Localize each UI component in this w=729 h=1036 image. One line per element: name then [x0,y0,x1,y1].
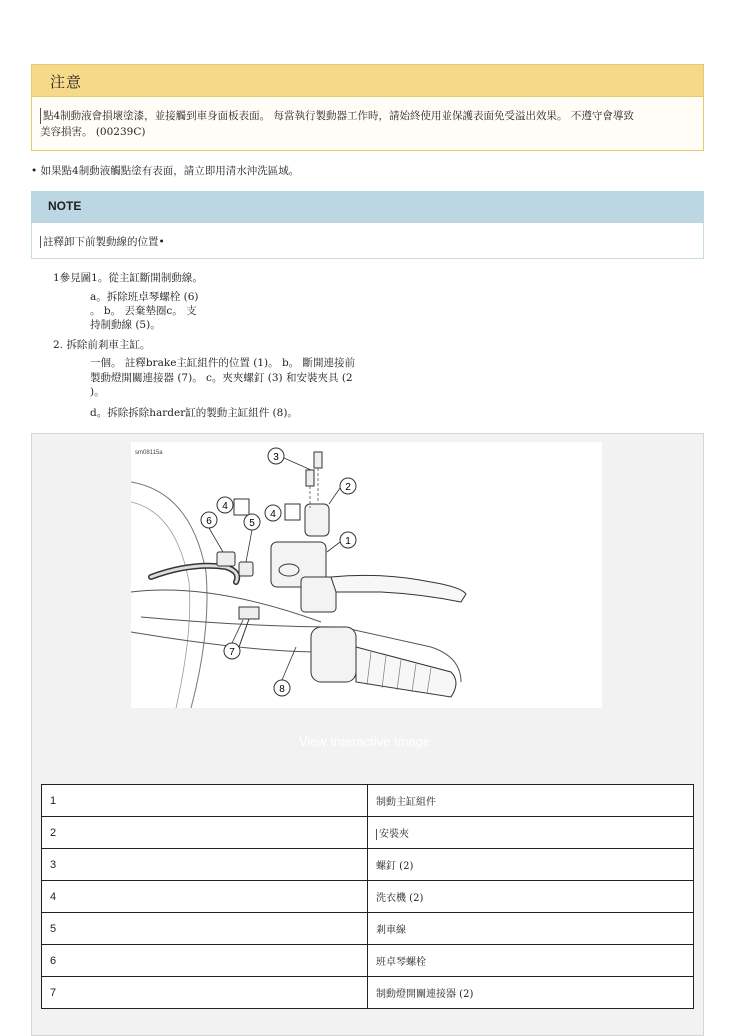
legend-desc: 洗衣機 (2) [368,881,694,913]
caution-title: 注意 [50,73,83,91]
figure-id-label: sm08115a [135,450,163,456]
callout-4a [217,497,233,513]
legend-num: 3 [42,849,368,881]
legend-desc: 螺釘 (2) [368,849,694,881]
callout-5 [244,514,260,530]
svg-text:3: 3 [273,452,279,463]
table-row [42,913,694,945]
svg-text:7: 7 [229,647,235,658]
note-body [31,223,704,259]
step-1a-line3: 持制動線 (5)。 [90,319,161,331]
table-row [42,849,694,881]
step-2d: d。拆除拆除harder缸的製動主缸組件 (8)。 [90,407,298,419]
table-row [42,945,694,977]
table-row [42,785,694,817]
legend-desc: 制動燈開關連接器 (2) [368,977,694,1009]
handlebar-diagram [131,442,602,708]
bullet-instruction: • 如果點4制動液觸點塗有表面，請立即用清水沖洗區域。 [31,165,300,177]
callout-1 [340,532,356,548]
svg-text:2: 2 [345,482,351,493]
svg-text:8: 8 [279,684,285,695]
step-1: 1參見圖1。從主缸斷開制動線。 [53,272,203,284]
step-1a-line2: 。 b。 丟棄墊圈c。 支 [90,305,197,317]
legend-desc: 制動主缸組件 [368,785,694,817]
table-row [42,817,694,849]
svg-text:1: 1 [345,536,351,547]
note-title: NOTE [48,199,82,213]
legend-desc [368,817,694,849]
legend-num: 6 [42,945,368,977]
legend-desc-text: 安裝夾 [376,829,409,840]
svg-text:4: 4 [270,509,276,520]
legend-num: 4 [42,881,368,913]
step-2a-line2: 製動燈開關連接器 (7)。 c。夾夾螺釘 (3) 和安裝夾具 (2 [90,372,353,384]
step-2a-line3: )。 [90,386,105,398]
table-row [42,881,694,913]
legend-num: 5 [42,913,368,945]
note-text: 註釋卸下前製動線的位置• [40,236,165,248]
legend-table [41,784,694,1009]
svg-text:4: 4 [222,501,228,512]
caution-text-line2: 美容損害。 (00239C) [40,126,146,138]
legend-num: 1 [42,785,368,817]
note-header [31,191,704,223]
callout-3 [268,448,284,464]
svg-text:5: 5 [249,518,255,529]
callout-7 [224,643,240,659]
step-1a-line1: a。拆除班卓琴螺栓 (6) [90,291,199,303]
legend-desc: 班卓琴螺栓 [368,945,694,977]
callout-6 [201,512,217,528]
step-2a-line1: 一個。 註釋brake主缸組件的位置 (1)。 b。 斷開連接前 [90,357,356,369]
legend-num: 2 [42,817,368,849]
callout-2 [340,478,356,494]
legend-num: 7 [42,977,368,1009]
caution-body [31,97,704,151]
legend-desc: 剎車線 [368,913,694,945]
view-interactive-image-link[interactable]: View Interactive Image [298,734,431,749]
callout-8 [274,680,290,696]
svg-text:6: 6 [206,516,212,527]
caution-text-line1: 點4制動液會損壞塗漆，並接觸到車身面板表面。 每當執行製動器工作時，請始終使用並保護表面免受溢出效果。 不遵守會導致 [40,108,695,124]
table-row [42,977,694,1009]
step-2: 2. 拆除前剎車主缸。 [53,339,151,351]
caution-header [31,64,704,97]
callout-4b [265,505,281,521]
